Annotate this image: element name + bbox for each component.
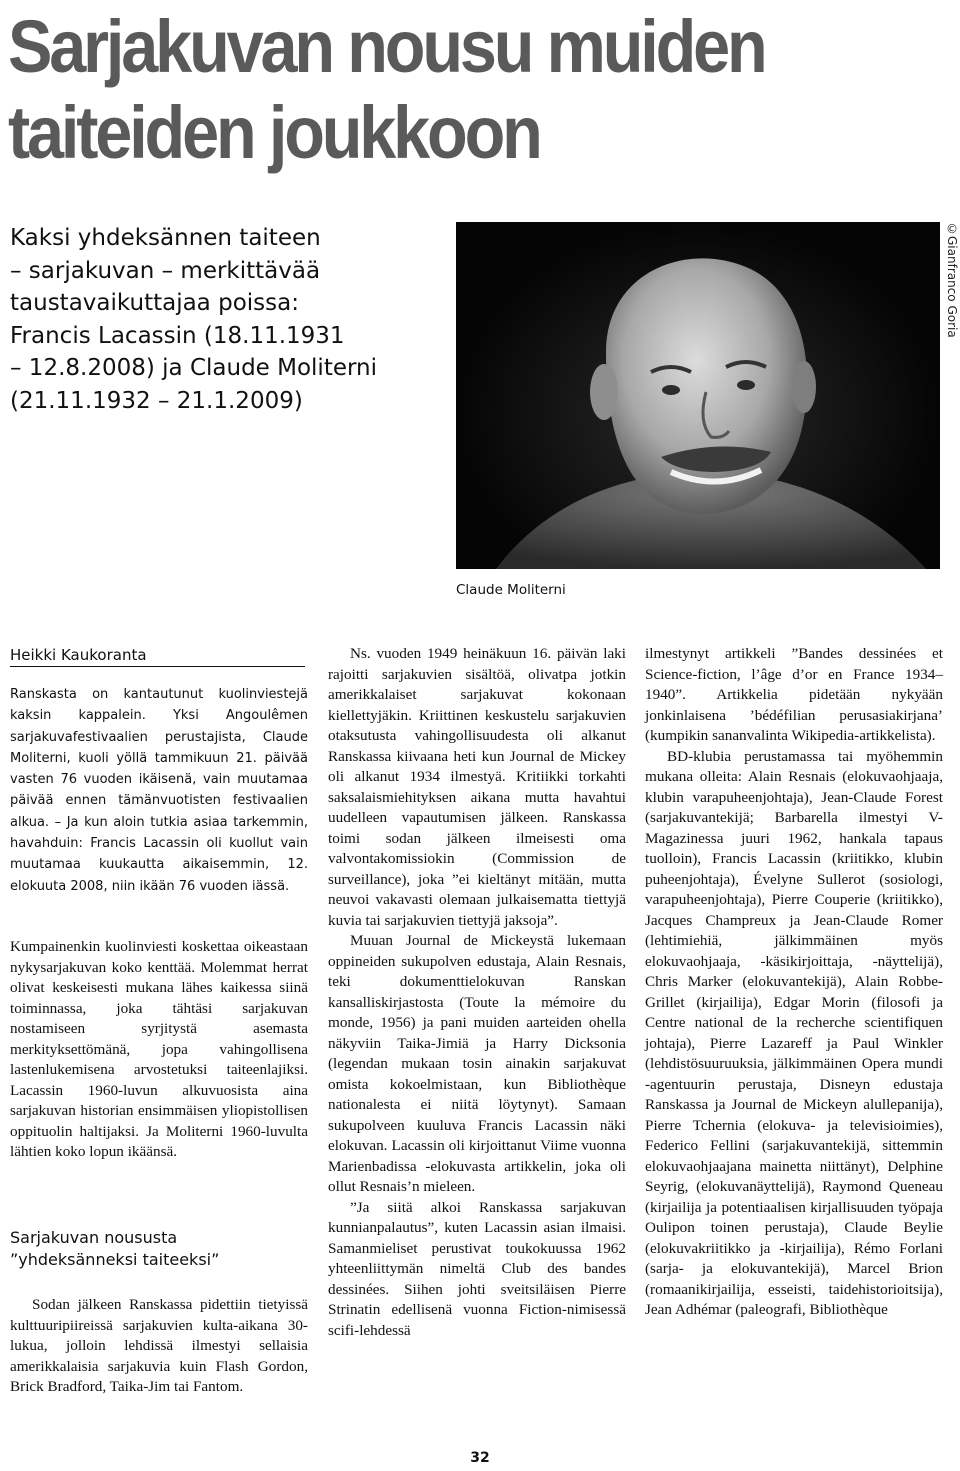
subhead-line: – sarjakuvan – merkittävää bbox=[10, 257, 321, 284]
portrait-photo bbox=[456, 222, 940, 569]
portrait-illustration bbox=[456, 222, 940, 569]
headline-line-2: taiteiden joukkoon bbox=[8, 91, 540, 174]
body-paragraph: Sodan jälkeen Ranskassa pidettiin tietyissä kulttuuripiireissä sarjakuvien kulta-aikana 30-lukua, jolloin lehdissä ilmestyi sellaisia amerikkalaisia sarjakuvia kuin Flash Gordon, Brick Bradford, Taika-Jim tai Fantom. bbox=[10, 1296, 308, 1395]
column-3 bbox=[645, 644, 943, 1321]
lead-paragraph: Ranskasta on kantautunut kuolinviestejä kaksin kappalein. Yksi Angoulêmen sarjakuvafestivaalien perustajista, Claude Moliterni, kuoli yöllä tammikuun 21. päivää vasten 76 vuoden ikäisenä, vain muutamaa päivää ennen tämänvuotisten festivaalien alkua. – Ja kun aloin tutkia asiaa tarkemmin, havahduin: Francis Lacassin oli kuollut vain muutamaa kuukautta aikaisemmin, 12. elokuuta 2008, niin ikään 76 vuoden iässä. bbox=[10, 687, 308, 894]
photo-credit: ©Gianfranco Goria bbox=[945, 222, 959, 338]
author-byline: Heikki Kaukoranta bbox=[10, 646, 305, 667]
section-heading bbox=[10, 1227, 308, 1271]
page-title bbox=[8, 4, 863, 176]
column-1-bottom bbox=[10, 1295, 308, 1398]
subhead-line: taustavaikuttajaa poissa: bbox=[10, 290, 299, 316]
section-heading-line: ”yhdeksänneksi taiteeksi” bbox=[10, 1250, 220, 1269]
subheadline bbox=[10, 222, 440, 417]
column-1-top bbox=[10, 937, 308, 1163]
photo-caption: Claude Moliterni bbox=[456, 582, 566, 598]
subhead-line: – 12.8.2008) ja Claude Moliterni bbox=[10, 355, 378, 381]
body-paragraph: BD-klubia perustamassa tai myöhemmin mukana olleita: Alain Resnais (elokuvaohjaaja, klubin varapuheenjohtaja), Jean-Claude Forest (sarjakuvantekijä; Barbarella ilmestyi V-Magazinessa juuri 1962, hankala tapaus tuolloin), Francis Lacassin (kriitikko, klubin puheenjohtaja), Évelyne Sullerot (sosiologi, varapuheenjohtaja), Pierre Couperie (kriitikko), Jacques Champreux ja Jean-Claude Romer (lehtimiehiä, jälkimmäinen myös elokuvaohjaaja, -käsikirjoittaja, -näyttelijä), Chris Marker (elokuvantekijä), Alain Robbe-Grillet (kirjailija), Edgar Morin (filosofi ja Centre national de la recherche scientifiquen johtaja), Pierre Lazareff ja Paul Winkler (lehdistösuuruuksia, jälkimmäinen Opera mundi -agentuurin perustaja, Disneyn edustaja Ranskassa ja Journal de Mickeyn alullepanija), Pierre Tchernia (elokuva- ja televisioimies), Federico Fellini (sarjakuvantekijä, sittemmin elokuvaohjaajana mainetta niittänyt), Delphine Seyrig, (elokuvanäyttelijä), Raymond Queneau (kirjailija ja potentiaalisen kirjallisuuden työpaja Oulipon toinen perustaja), Claude Beylie (elokuvakriitikko ja -kirjailija), Rémo Forlani (sarja- ja elokuvantekijä), Marcel Brion (romaanikirjailija, esseisti, taidehistorioitsija), Jean Adhémar (paleografi, Bibliothèque bbox=[645, 747, 943, 1318]
body-paragraph: ilmestynyt artikkeli ”Bandes dessinées et Science-fiction, l’âge d’or en France 1934–1940”. Artikkelia pidetään nykyään jonkinlaisena ’bédéfilian perusasiakirjana’ (kumpikin sananvalinta Wikipedia-artikkelista). bbox=[645, 645, 943, 744]
subhead-line: (21.11.1932 – 21.1.2009) bbox=[10, 387, 303, 414]
body-paragraph: ”Ja siitä alkoi Ranskassa sarjakuvan kunnianpalautus”, kuten Lacassin asian ilmaisi. Samanmieliset perustivat toukokuussa 1962 yhteenliittymän nimeltä Club des bandes dessinées. Siihen johti sveitsiläisen Pierre Strinatin edellisenä vuonna Fiction-nimisessä scifi-lehdessä bbox=[328, 1198, 626, 1339]
column-2 bbox=[328, 644, 626, 1341]
body-paragraph: Kumpainenkin kuolinviesti koskettaa oikeastaan nykysarjakuvan koko kenttää. Molemmat herrat olivat keskeisesti mukana lähes kaikessa siinä toiminnassa, joka tähtäsi sarjakuvan nostamiseen syrjitystä asemasta merkityksettömänä, jopa vahingollisena lastenlukemisena arvostetuksi taiteenlajiksi. Lacassin 1960-luvun alkuvuosista aina sarjakuvan historian ensimmäisen yliopistollisen oppituolin haltijaksi. Ja Moliterni 1960-luvulta lähtien koko lopun ikäänsä. bbox=[10, 938, 308, 1160]
subhead-line: Kaksi yhdeksännen taiteen bbox=[10, 225, 321, 251]
section-heading-line: Sarjakuvan noususta bbox=[10, 1228, 178, 1247]
headline-line-1: Sarjakuvan nousu muiden bbox=[8, 5, 765, 88]
page-number: 32 bbox=[470, 1450, 490, 1466]
subhead-line: Francis Lacassin (18.11.1931 bbox=[10, 322, 345, 349]
body-paragraph: Muuan Journal de Mickeystä lukemaan oppineiden sukupolven edustaja, Alain Resnais, teki dokumenttielokuvan Ranskan kansalliskirjastosta (Toute la mémoire du monde, 1956) ja pani muiden aarteiden ohella näkyviin Taika-Jimiä ja Harry Dicksonia (legendan mukaan tosin ainakin sarjakuvat omista kokoelmistaan, kun Bibliothèque nationalesta ei niitä löytynyt). Samaan sukupolveen kuuluva Francis Lacassin näki elokuvan. Lacassin oli kirjoittanut Viime vuonna Marienbadissa -elokuvasta artikkelin, joka oli ollut Resnais’n mieleen. bbox=[328, 932, 626, 1195]
body-paragraph: Ns. vuoden 1949 heinäkuun 16. päivän laki rajoitti sarjakuvien sisältöä, olivatpa jotkin amerikkalaiset sarjakuvat kokonaan kiellettyjäkin. Kriittinen keskustelu sarjakuvien otaksutusta vahingollisuudesta oli alkanut Ranskassa kiivaana heti kun Journal de Mickey oli alkanut 1934 ilmestyä. Kritiikki torkahti saksalaismiehityksen aikana mutta havahtui uudelleen vapautumisen jälkeen. Ranskassa toimi sodan jälkeen ilmeisesti oma valvontakomissiokin (Commission de surveillance), joka ”ei kieltänyt mitään, mutta neuvoi vakavasti olemaan julkaisematta tiettyjä kuvia tai sarjakuvien tiettyjä jaksoja”. bbox=[328, 645, 626, 929]
